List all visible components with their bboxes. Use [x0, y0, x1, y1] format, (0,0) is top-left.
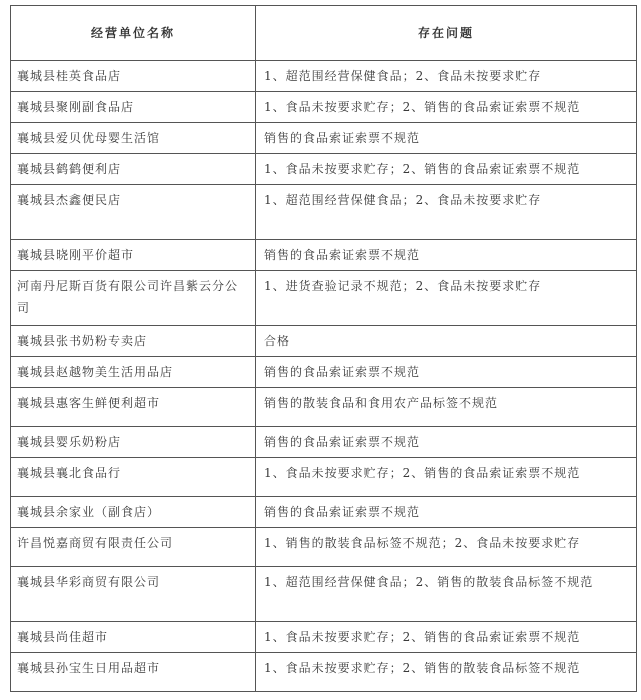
issue-cell: 销售的食品索证索票不规范 — [256, 427, 637, 458]
business-name-cell: 襄城县杰鑫便民店 — [11, 185, 256, 240]
issue-cell: 销售的食品索证索票不规范 — [256, 240, 637, 271]
table-row — [11, 357, 637, 388]
business-name-cell: 襄城县襄北食品行 — [11, 458, 256, 497]
business-name-cell: 襄城县尚佳超市 — [11, 622, 256, 653]
column-header-issues: 存在问题 — [256, 6, 637, 61]
business-name-cell: 襄城县聚刚副食品店 — [11, 92, 256, 123]
table-row — [11, 154, 637, 185]
business-name-cell: 襄城县余家业（副食店） — [11, 497, 256, 528]
business-name-cell: 襄城县婴乐奶粉店 — [11, 427, 256, 458]
table-row — [11, 497, 637, 528]
issue-cell: 销售的食品索证索票不规范 — [256, 357, 637, 388]
table-row — [11, 92, 637, 123]
issue-cell: 1、食品未按要求贮存；2、销售的食品索证索票不规范 — [256, 458, 637, 497]
issue-cell: 1、超范围经营保健食品；2、食品未按要求贮存 — [256, 61, 637, 92]
issue-cell: 1、食品未按要求贮存；2、销售的食品索证索票不规范 — [256, 154, 637, 185]
business-name-cell: 襄城县爱贝优母婴生活馆 — [11, 123, 256, 154]
issue-cell: 1、超范围经营保健食品；2、食品未按要求贮存 — [256, 185, 637, 240]
table-row — [11, 61, 637, 92]
issue-cell: 1、销售的散装食品标签不规范；2、食品未按要求贮存 — [256, 528, 637, 567]
issue-cell: 1、超范围经营保健食品；2、销售的散装食品标签不规范 — [256, 567, 637, 622]
issue-cell: 销售的食品索证索票不规范 — [256, 497, 637, 528]
business-name-cell: 襄城县鹤鹤便利店 — [11, 154, 256, 185]
business-name-cell: 河南丹尼斯百货有限公司许昌紫云分公司 — [11, 271, 256, 326]
issue-cell: 1、食品未按要求贮存；2、销售的食品索证索票不规范 — [256, 622, 637, 653]
column-header-business-name: 经营单位名称 — [11, 6, 256, 61]
issue-cell: 合格 — [256, 326, 637, 357]
business-name-cell: 襄城县惠客生鲜便利超市 — [11, 388, 256, 427]
issue-cell: 销售的散装食品和食用农产品标签不规范 — [256, 388, 637, 427]
business-name-cell: 襄城县赵越物美生活用品店 — [11, 357, 256, 388]
table-row — [11, 458, 637, 497]
issue-cell: 1、食品未按要求贮存；2、销售的食品索证索票不规范 — [256, 92, 637, 123]
business-name-cell: 许昌悦嘉商贸有限责任公司 — [11, 528, 256, 567]
table-row — [11, 185, 637, 240]
table-row — [11, 427, 637, 458]
header-row — [11, 6, 637, 61]
table-row — [11, 528, 637, 567]
table-row — [11, 123, 637, 154]
table-row — [11, 388, 637, 427]
business-name-cell: 襄城县张书奶粉专卖店 — [11, 326, 256, 357]
table-row — [11, 326, 637, 357]
issue-cell: 1、食品未按要求贮存；2、销售的散装食品标签不规范 — [256, 653, 637, 692]
inspection-results-table — [10, 5, 637, 692]
business-name-cell: 襄城县华彩商贸有限公司 — [11, 567, 256, 622]
table-row — [11, 567, 637, 622]
issue-cell: 销售的食品索证索票不规范 — [256, 123, 637, 154]
business-name-cell: 襄城县桂英食品店 — [11, 61, 256, 92]
table-row — [11, 240, 637, 271]
business-name-cell: 襄城县孙宝生日用品超市 — [11, 653, 256, 692]
table-row — [11, 271, 637, 326]
issue-cell: 1、进货查验记录不规范；2、食品未按要求贮存 — [256, 271, 637, 326]
business-name-cell: 襄城县晓刚平价超市 — [11, 240, 256, 271]
table-row — [11, 622, 637, 653]
table-row — [11, 653, 637, 692]
inspection-results-sheet — [10, 5, 636, 692]
